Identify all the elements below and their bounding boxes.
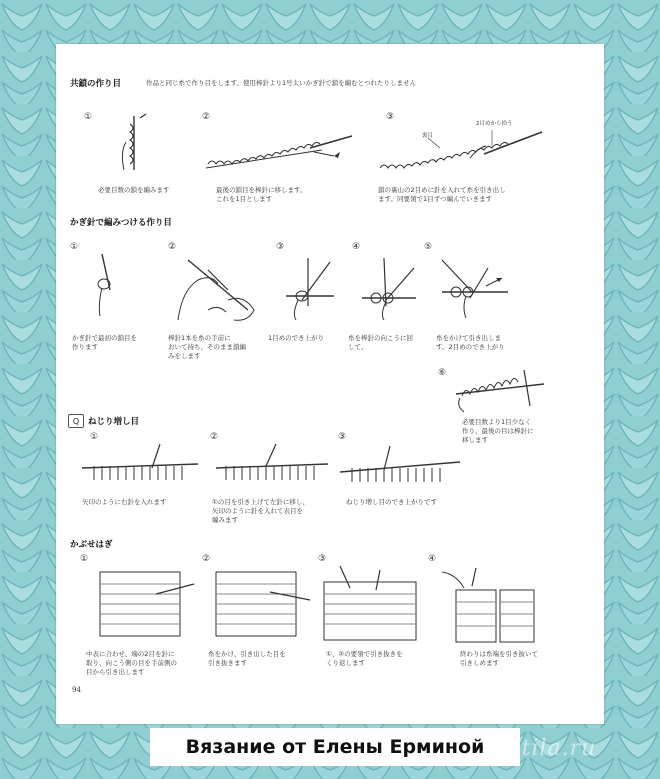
crochet-step-2-illustration — [168, 250, 264, 330]
book-page — [56, 44, 604, 724]
bindoff-step-1-num: ① — [80, 554, 89, 564]
bindoff-step-2-caption: 糸をかけ、引き出した目を 引き抜きます — [208, 650, 286, 667]
chain-step-2-illustration — [202, 128, 362, 178]
crochet-step-1-caption: かぎ針で最初の鎖目を 作ります — [72, 334, 137, 351]
section-title-twist: ねじり増し目 — [88, 417, 140, 427]
chain-step-2-caption: 最後の鎖目を棒針に移します。 これを1目とします — [216, 186, 307, 203]
section-title-crochet: かぎ針で編みつける作り目 — [70, 218, 172, 228]
crochet-step-6-caption: 必要目数より1目少なく 作り、最後の目は棒針に 移します — [462, 418, 534, 444]
chain-label-ura: 裏目 — [422, 133, 434, 139]
banner-text: Вязание от Елены Ерминой — [185, 736, 485, 758]
twist-step-2-num: ② — [210, 432, 219, 442]
bindoff-step-4-num: ④ — [428, 554, 437, 564]
author-banner — [150, 728, 520, 766]
chain-step-3-num: ③ — [386, 112, 395, 122]
twist-step-1-illustration — [80, 442, 200, 492]
bindoff-step-2-num: ② — [202, 554, 211, 564]
crochet-step-4-caption: 糸を棒針の向こうに回 して、 — [348, 334, 413, 351]
chain-label-from2: 2目めから拾う — [476, 121, 513, 127]
bindoff-step-3-num: ③ — [318, 554, 327, 564]
crochet-step-4-num: ④ — [352, 242, 361, 252]
twist-step-2-illustration — [214, 442, 330, 492]
crochet-step-1-illustration — [80, 250, 130, 320]
bindoff-step-1-caption: 中表に合わせ、端の2目を針に 取り、向こう側の目を手前側の 目から引き出します — [86, 650, 177, 676]
chain-step-3-illustration — [374, 124, 554, 180]
chain-step-1-num: ① — [84, 112, 93, 122]
chain-step-1-caption: 必要目数の鎖を編みます — [98, 186, 170, 194]
bindoff-step-4-caption: 終わりは糸端を引き抜いて 引きしめます — [460, 650, 538, 667]
crochet-step-1-num: ① — [70, 242, 79, 252]
crochet-step-6-illustration — [452, 366, 552, 416]
bindoff-step-3-caption: ①、②の要領で引き抜きを くり返します — [326, 650, 403, 667]
bindoff-step-1-illustration — [96, 564, 196, 644]
section-title-bindoff: かぶせはぎ — [70, 540, 113, 550]
crochet-step-3-num: ③ — [276, 242, 285, 252]
crochet-step-6-num: ⑥ — [438, 368, 447, 378]
bindoff-step-2-illustration — [212, 564, 312, 644]
section-desc-chain: 作品と同じ糸で作り目をします。使用棒針より1号太いかぎ針で鎖を編むとつれたりしません — [146, 79, 416, 87]
crochet-step-2-num: ② — [168, 242, 177, 252]
crochet-step-3-caption: 1目めのでき上がり — [268, 334, 325, 342]
twist-badge-icon: Q — [68, 414, 84, 428]
chain-step-1-illustration — [116, 112, 156, 178]
bindoff-step-4-illustration — [436, 564, 540, 644]
crochet-step-3-illustration — [278, 256, 338, 322]
section-title-chain: 共鎖の作り目 — [70, 79, 122, 89]
twist-step-3-caption: ねじり増し目のでき上がりです — [346, 498, 437, 506]
page-number: 94 — [72, 686, 81, 694]
chain-step-3-caption: 鎖の裏山の2目めに針を入れて糸を引き出し ます。同要領で1目ずつ編んでいきます — [378, 186, 506, 203]
crochet-step-5-num: ⑤ — [424, 242, 433, 252]
twist-step-3-num: ③ — [338, 432, 347, 442]
crochet-step-5-illustration — [436, 252, 516, 322]
bindoff-step-3-illustration — [320, 564, 424, 644]
twist-step-3-illustration — [338, 442, 462, 492]
twist-step-2-caption: ①の目を引き上げて左針に移し、 矢印のように針を入れて表目を 編みます — [212, 498, 309, 524]
chain-step-2-num: ② — [202, 112, 211, 122]
crochet-step-5-caption: 糸をかけて引き出しま す。2目めのでき上がり — [436, 334, 505, 351]
crochet-step-4-illustration — [356, 256, 422, 322]
crochet-step-2-caption: 棒針1本を糸の手前に おいて持ち、そのまま鎖編 みをします — [168, 334, 246, 360]
twist-step-1-caption: 矢印のように右針を入れます — [82, 498, 167, 506]
watermark: postila.ru — [480, 736, 597, 761]
twist-step-1-num: ① — [90, 432, 99, 442]
